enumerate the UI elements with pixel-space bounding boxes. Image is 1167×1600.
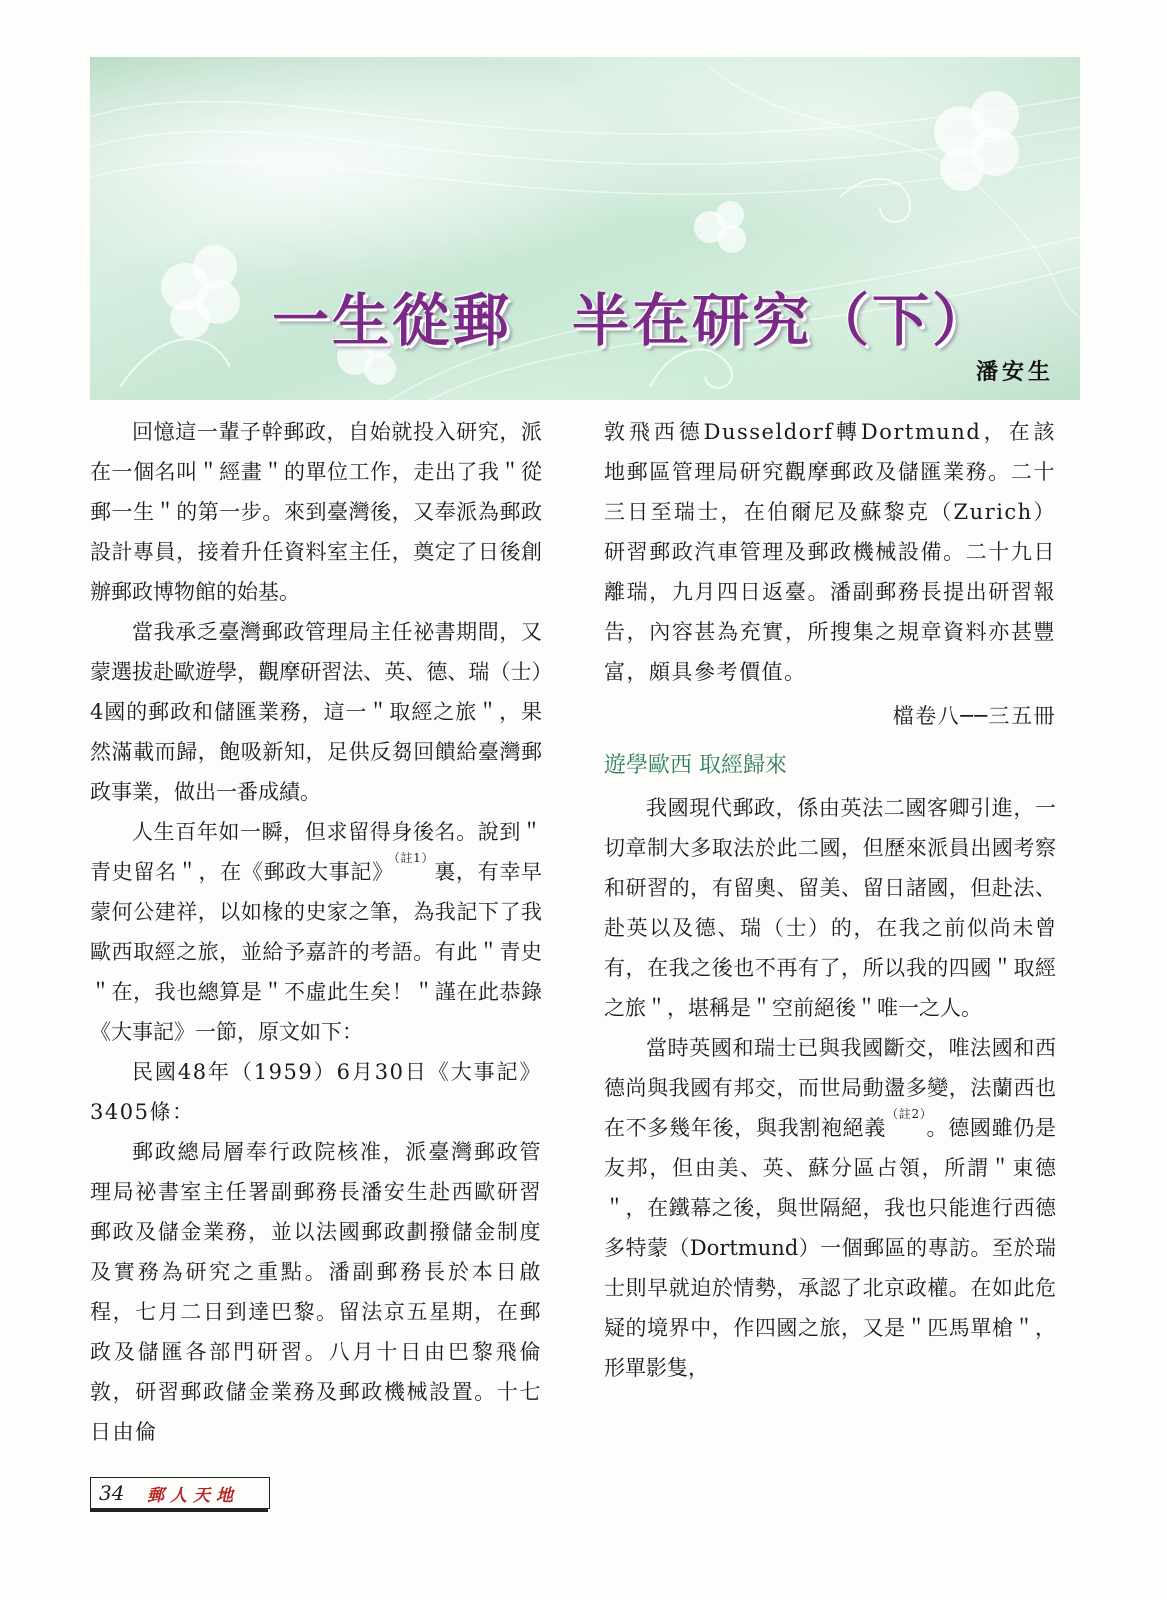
paragraph: 我國現代郵政，係由英法二國客卿引進，一切章制大多取法於此二國，但歷來派員出國考察和研習的，有留奧、留美、留日諸國，但赴法、赴英以及德、瑞（士）的，在我之前似尚未曾有，在我之後也不再有了，所以我的四國＂取經之旅＂，堪稱是＂空前絕後＂唯一之人。 — [604, 796, 1056, 1020]
article-title: 一生從郵 半在研究（下） — [272, 288, 992, 354]
section-heading: 遊學歐西 取經歸來 — [604, 753, 787, 778]
quote-paragraph-continued: 敦飛西德Dusseldorf轉Dortmund，在該地郵區管理局研究觀摩郵政及儲匯業務。二十三日至瑞士，在伯爾尼及蘇黎克（Zurich）研習郵政汽車管理及郵政機械設備。二十九日離瑞，九月四日返臺。潘副郵務長提出研習報告，內容甚為充實，所搜集之規章資料亦甚豐富，頗具參考價值。 — [604, 420, 1056, 684]
footnote-ref-1: （註1） — [393, 851, 435, 865]
magazine-name: 郵人天地 — [147, 1485, 239, 1506]
paragraph: 回憶這一輩子幹郵政，自始就投入研究，派在一個名叫＂經畫＂的單位工作，走出了我＂從郵一生＂的第一步。來到臺灣後，又奉派為郵政設計專員，接着升任資料室主任，奠定了日後創辦郵政博物館的始基。 — [90, 420, 542, 604]
paragraph-text: 。德國雖仍是友邦，但由美、英、蘇分區占領，所謂＂東德＂，在鐵幕之後，與世隔絕，我也只能進行西德多特蒙（Dortmund）一個郵區的專訪。至於瑞士則早就迫於情勢，承認了北京政權。在如此危疑的境界中，作四國之旅，又是＂匹馬單槍＂，形單影隻， — [604, 1116, 1057, 1380]
paragraph-text: 人生百年如一瞬，但求留得身後名。說到＂青史留名＂，在《郵政大事記》 — [90, 820, 542, 884]
quote-heading: 民國48年（1959）6月30日《大事記》3405條： — [90, 1060, 542, 1124]
paragraph-text: 裏，有幸早蒙何公建祥，以如椽的史家之筆，為我記下了我歐西取經之旅，並給予嘉許的考語。有此＂青史＂在，我也總算是＂不虛此生矣！＂謹在此恭錄《大事記》一節，原文如下： — [90, 860, 543, 1044]
paragraph — [90, 812, 542, 1052]
page-footer — [90, 1477, 270, 1509]
paragraph — [604, 1028, 1056, 1388]
archive-reference: 檔卷八──三五冊 — [892, 704, 1056, 728]
right-text-column — [604, 412, 1056, 1388]
paragraph: 當我承乏臺灣郵政管理局主任祕書期間，又蒙選拔赴歐遊學，觀摩研習法、英、德、瑞（士）4國的郵政和儲匯業務，這一＂取經之旅＂，果然滿載而歸，飽吸新知，足供反芻回饋給臺灣郵政事業，做出一番成績。 — [90, 620, 542, 804]
title-banner — [90, 57, 1080, 400]
footnote-ref-2: （註2） — [886, 1107, 927, 1121]
left-text-column — [90, 412, 542, 1452]
footer-rule — [90, 1509, 268, 1512]
page-number: 34 — [99, 1481, 125, 1505]
author-name: 潘安生 — [975, 359, 1054, 385]
quote-paragraph: 郵政總局層奉行政院核准，派臺灣郵政管理局祕書室主任署副郵務長潘安生赴西歐研習郵政及儲金業務，並以法國郵政劃撥儲金制度及實務為研究之重點。潘副郵務長於本日啟程，七月二日到達巴黎。留法京五星期，在郵政及儲匯各部門研習。八月十日由巴黎飛倫敦，研習郵政儲金業務及郵政機械設置。十七日由倫 — [90, 1140, 542, 1444]
paragraph-text: 當時英國和瑞士已與我國斷交，唯法國和西德尚與我國有邦交，而世局動盪多變，法蘭西也在不多幾年後，與我割袍絕義 — [604, 1036, 1056, 1140]
